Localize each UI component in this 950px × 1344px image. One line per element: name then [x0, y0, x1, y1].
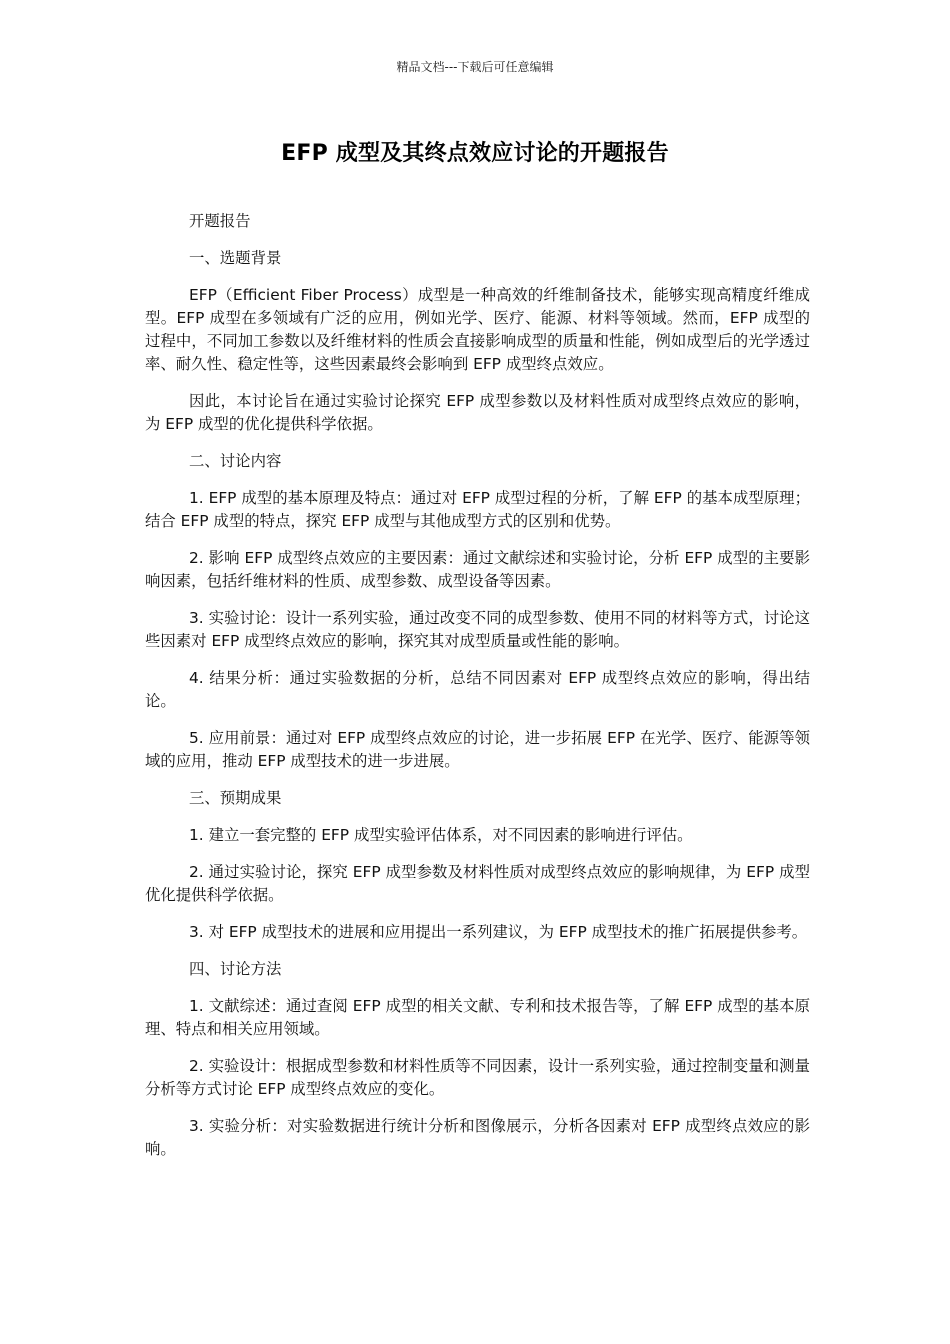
list-item: 4. 结果分析：通过实验数据的分析，总结不同因素对 EFP 成型终点效应的影响，得出结论。	[145, 669, 810, 710]
list-item: 3. 对 EFP 成型技术的进展和应用提出一系列建议，为 EFP 成型技术的推广拓展提供参考。	[189, 923, 808, 941]
list-item: 2. 通过实验讨论，探究 EFP 成型参数及材料性质对成型终点效应的影响规律，为 EFP 成型优化提供科学依据。	[145, 863, 810, 904]
list-item: 2. 影响 EFP 成型终点效应的主要因素：通过文献综述和实验讨论，分析 EFP 成型的主要影响因素，包括纤维材料的性质、成型参数、成型设备等因素。	[145, 549, 810, 590]
document-body	[145, 210, 810, 1175]
paragraph: EFP（Efficient Fiber Process）成型是一种高效的纤维制备技术，能够实现高精度纤维成型。EFP 成型在多领域有广泛的应用，例如光学、医疗、能源、材料等领域。然而，EFP 成型的过程中，不同加工参数以及纤维材料的性质会直接影响成型的质量和性能，例如成型后的光学透过率、耐久性、稳定性等，这些因素最终会影响到 EFP 成型终点效应。	[145, 286, 810, 373]
list-item: 3. 实验分析：对实验数据进行统计分析和图像展示，分析各因素对 EFP 成型终点效应的影响。	[145, 1117, 810, 1158]
list-item: 1. 建立一套完整的 EFP 成型实验评估体系，对不同因素的影响进行评估。	[189, 826, 693, 844]
list-item: 1. EFP 成型的基本原理及特点：通过对 EFP 成型过程的分析，了解 EFP 的基本成型原理；结合 EFP 成型的特点，探究 EFP 成型与其他成型方式的区别和优势。	[145, 489, 810, 530]
list-item: 1. 文献综述：通过查阅 EFP 成型的相关文献、专利和技术报告等，了解 EFP 成型的基本原理、特点和相关应用领域。	[145, 997, 810, 1038]
section-heading: 四、讨论方法	[189, 960, 282, 978]
list-item: 5. 应用前景：通过对 EFP 成型终点效应的讨论，进一步拓展 EFP 在光学、医疗、能源等领域的应用，推动 EFP 成型技术的进一步进展。	[145, 729, 810, 770]
section-heading: 开题报告	[189, 212, 251, 230]
list-item: 2. 实验设计：根据成型参数和材料性质等不同因素，设计一系列实验，通过控制变量和测量分析等方式讨论 EFP 成型终点效应的变化。	[145, 1057, 810, 1098]
page-header: 精品文档---下载后可任意编辑	[396, 60, 554, 74]
document-title: EFP 成型及其终点效应讨论的开题报告	[281, 141, 669, 166]
section-heading: 二、讨论内容	[189, 452, 282, 470]
section-heading: 一、选题背景	[189, 249, 282, 267]
paragraph: 因此，本讨论旨在通过实验讨论探究 EFP 成型参数以及材料性质对成型终点效应的影响，为 EFP 成型的优化提供科学依据。	[145, 392, 810, 433]
list-item: 3. 实验讨论：设计一系列实验，通过改变不同的成型参数、使用不同的材料等方式，讨论这些因素对 EFP 成型终点效应的影响，探究其对成型质量或性能的影响。	[145, 609, 810, 650]
section-heading: 三、预期成果	[189, 789, 282, 807]
